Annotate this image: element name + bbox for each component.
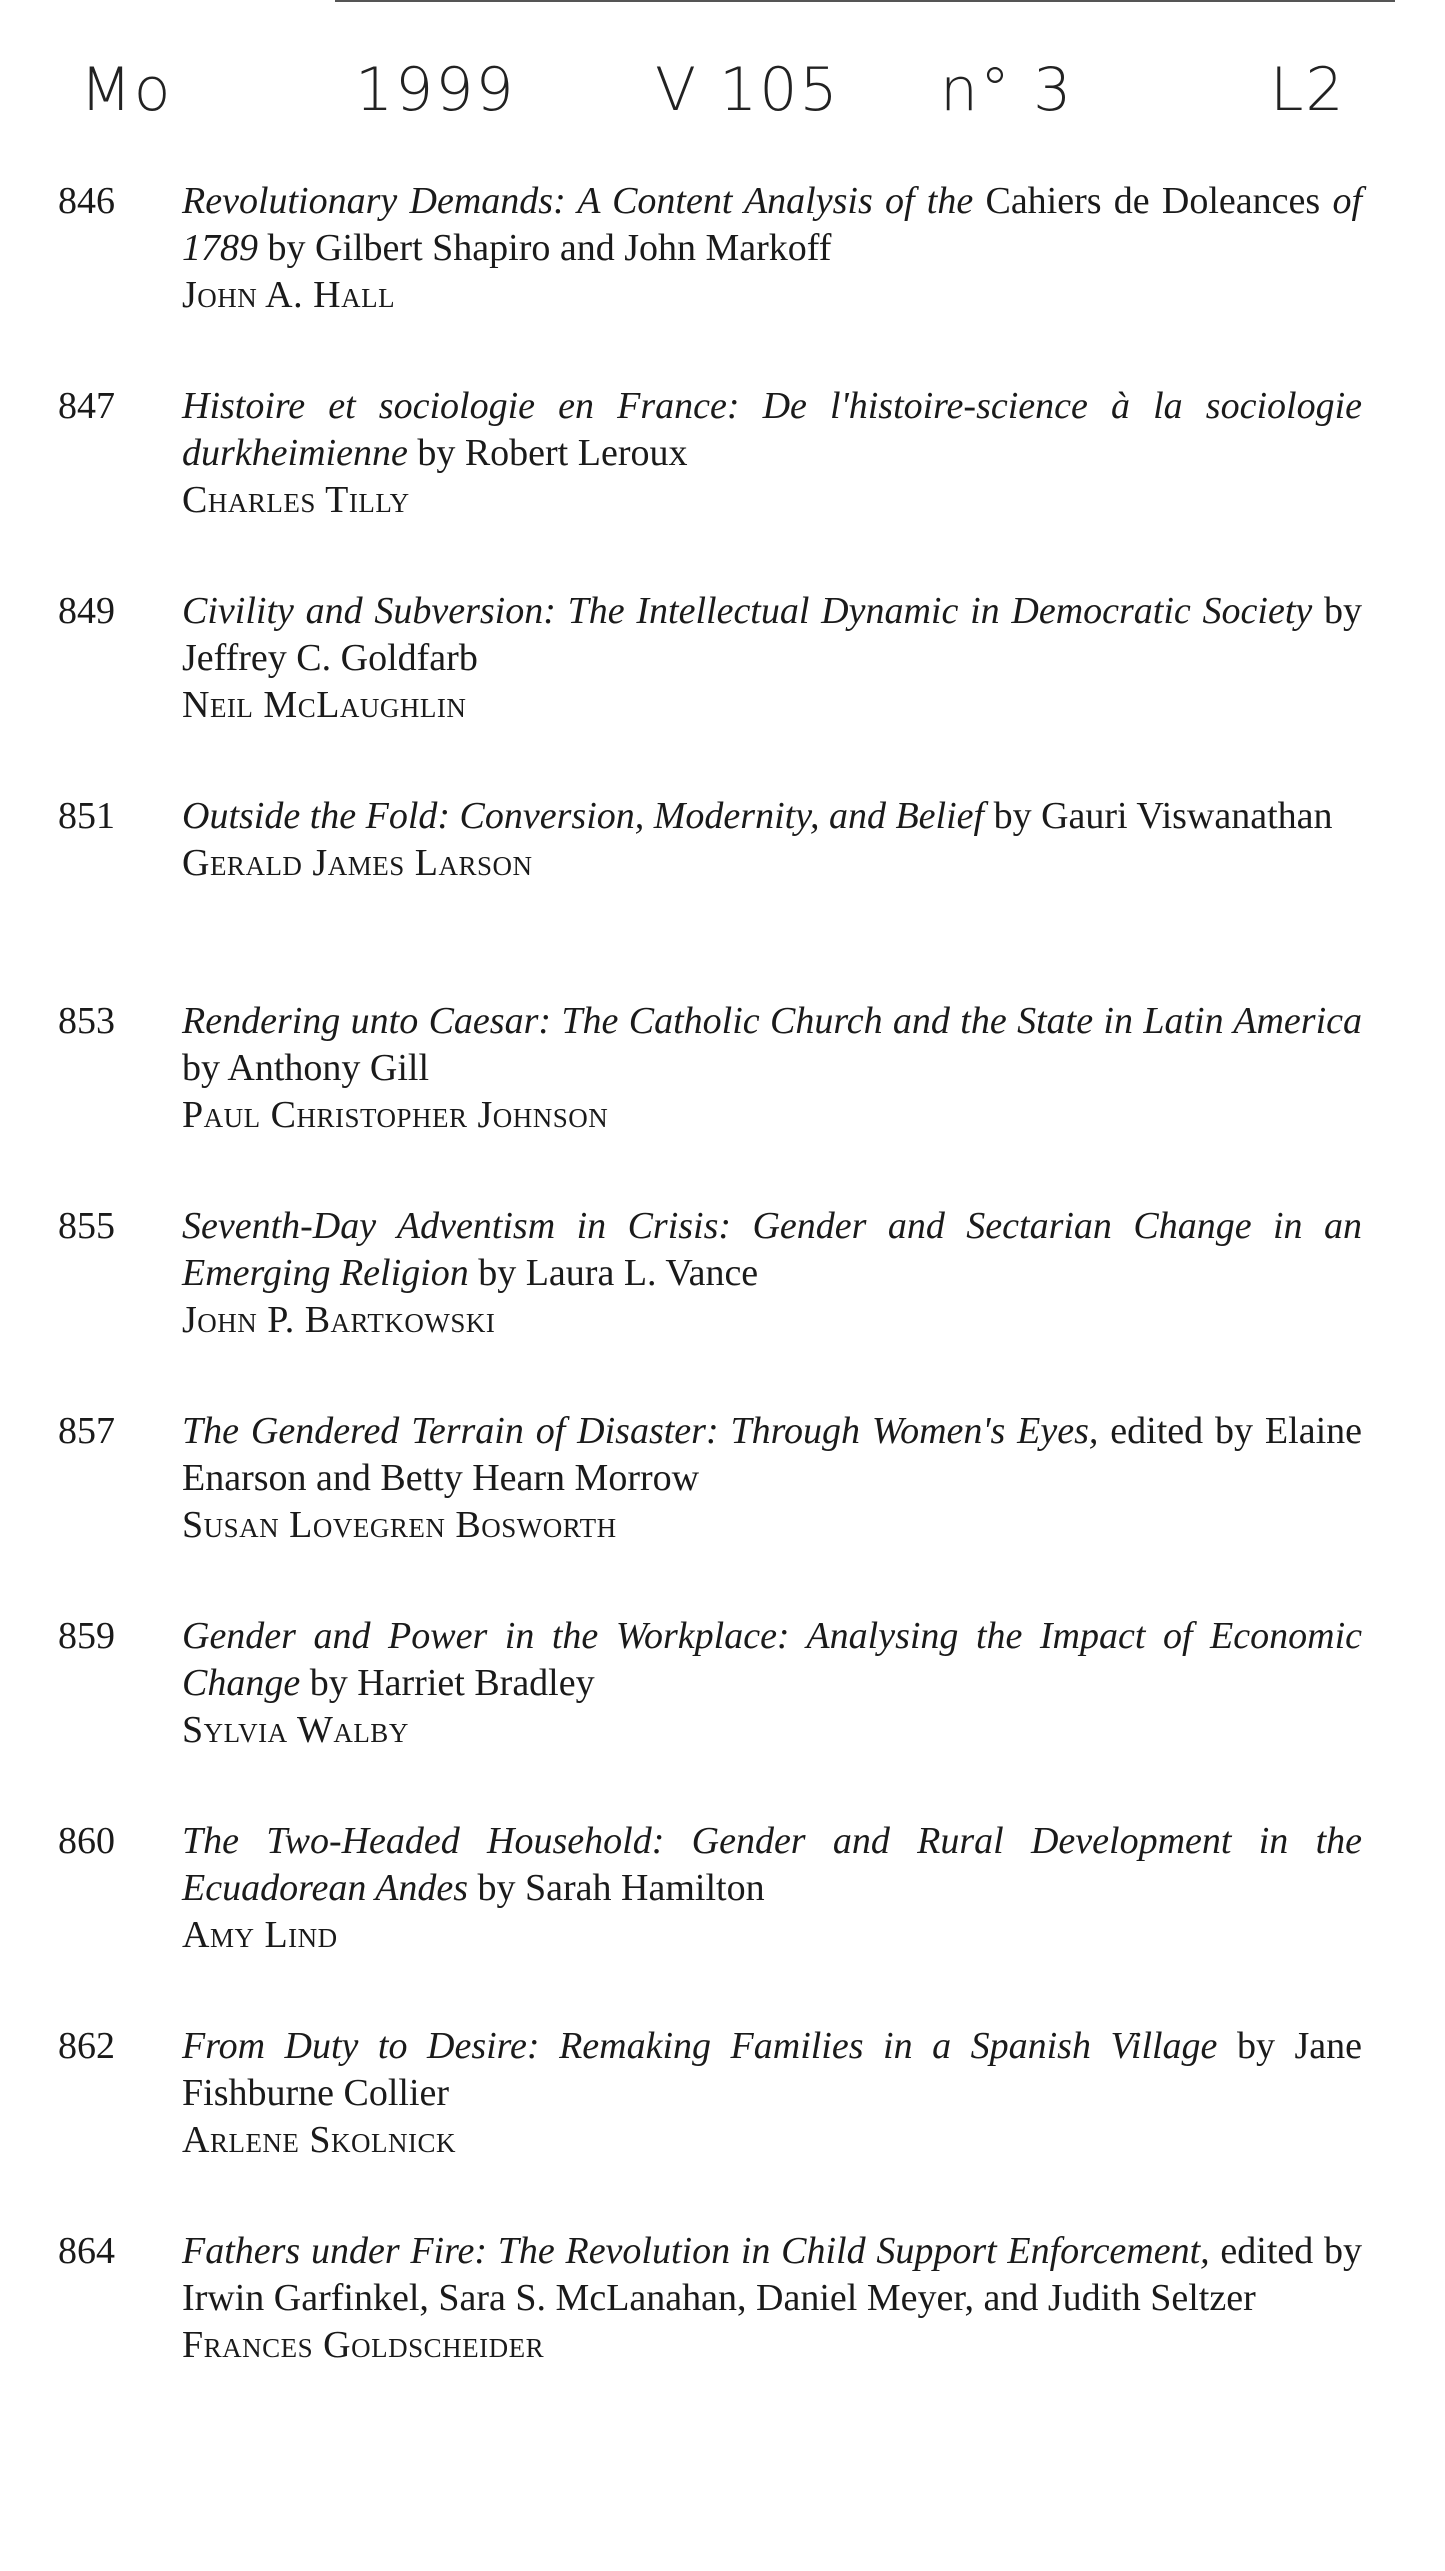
citation <box>182 793 1362 887</box>
handwritten-note-part: V 105 <box>655 55 840 125</box>
citation <box>182 383 1362 524</box>
book-title: Histoire et sociologie en France: De l'histoire-science à la sociologie durkheimienne <box>182 385 1362 474</box>
top-rule <box>335 0 1395 2</box>
citation <box>182 1818 1362 1959</box>
page-number: 864 <box>58 2230 115 2272</box>
book-title: The Gendered Terrain of Disaster: Through Women's Eyes, <box>182 1410 1099 1452</box>
citation <box>182 1408 1362 1549</box>
reviewer-name: John P. Bartkowski <box>182 1299 496 1341</box>
reviewer-name: Charles Tilly <box>182 479 410 521</box>
book-title: Fathers under Fire: The Revolution in Child Support Enforcement, <box>182 2230 1210 2272</box>
reviewer-name: Frances Goldscheider <box>182 2324 545 2366</box>
handwritten-note <box>70 55 1400 145</box>
page-number: 855 <box>58 1205 115 1247</box>
citation <box>182 1203 1362 1344</box>
citation <box>182 2023 1362 2164</box>
page-number: 860 <box>58 1820 115 1862</box>
handwritten-note-part: Mo <box>80 55 173 125</box>
reviewer-name: Paul Christopher Johnson <box>182 1094 609 1136</box>
book-authors: by Harriet Bradley <box>300 1662 595 1704</box>
citation <box>182 1613 1362 1754</box>
book-title: Rendering unto Caesar: The Catholic Church and the State in Latin America <box>182 1000 1362 1042</box>
book-authors: by Jane Fishburne Collier <box>182 2025 1362 2114</box>
book-title: Civility and Subversion: The Intellectual Dynamic in Democratic Society <box>182 590 1313 632</box>
handwritten-note-part: n° 3 <box>940 55 1074 125</box>
book-title-roman: Cahiers de Doleances <box>973 180 1333 222</box>
book-title: Gender and Power in the Workplace: Analysing the Impact of Economic Change <box>182 1615 1362 1704</box>
book-title: From Duty to Desire: Remaking Families in a Spanish Village <box>182 2025 1218 2067</box>
reviewer-name: Arlene Skolnick <box>182 2119 457 2161</box>
reviewer-name: Susan Lovegren Bosworth <box>182 1504 617 1546</box>
book-title: Outside the Fold: Conversion, Modernity, and Belief <box>182 795 985 837</box>
citation <box>182 588 1362 729</box>
page-number: 846 <box>58 180 115 222</box>
book-authors: by Gilbert Shapiro and John Markoff <box>258 227 832 269</box>
book-authors: by Sarah Hamilton <box>468 1867 765 1909</box>
book-title-end: of 1789 <box>182 180 1362 269</box>
citation <box>182 2228 1362 2369</box>
reviewer-name: Amy Lind <box>182 1914 338 1956</box>
page-number: 847 <box>58 385 115 427</box>
reviewer-name: Gerald James Larson <box>182 842 533 884</box>
book-title: Seventh-Day Adventism in Crisis: Gender and Sectarian Change in an Emerging Religion <box>182 1205 1362 1294</box>
book-authors: by Laura L. Vance <box>468 1252 759 1294</box>
book-authors: by Gauri Viswanathan <box>984 795 1333 837</box>
book-authors: edited by Irwin Garfinkel, Sara S. McLanahan, Daniel Meyer, and Judith Seltzer <box>182 2230 1362 2319</box>
book-authors: by Jeffrey C. Goldfarb <box>182 590 1362 679</box>
book-title: Revolutionary Demands: A Content Analysis of the <box>182 180 974 222</box>
handwritten-note-part: 1999 <box>355 55 516 125</box>
handwritten-note-part: L2 <box>1270 55 1346 125</box>
page-number: 862 <box>58 2025 115 2067</box>
page-number: 849 <box>58 590 115 632</box>
reviewer-name: John A. Hall <box>182 274 396 316</box>
page-number: 857 <box>58 1410 115 1452</box>
book-authors: edited by Elaine Enarson and Betty Hearn Morrow <box>182 1410 1362 1499</box>
reviewer-name: Sylvia Walby <box>182 1709 409 1751</box>
reviewer-name: Neil McLaughlin <box>182 684 467 726</box>
book-authors: by Anthony Gill <box>182 1047 430 1089</box>
citation <box>182 178 1362 319</box>
book-authors: by Robert Leroux <box>407 432 688 474</box>
page-number: 853 <box>58 1000 115 1042</box>
page-number: 859 <box>58 1615 115 1657</box>
citation <box>182 998 1362 1139</box>
book-title: The Two-Headed Household: Gender and Rural Development in the Ecuadorean Andes <box>182 1820 1362 1909</box>
page-number: 851 <box>58 795 115 837</box>
